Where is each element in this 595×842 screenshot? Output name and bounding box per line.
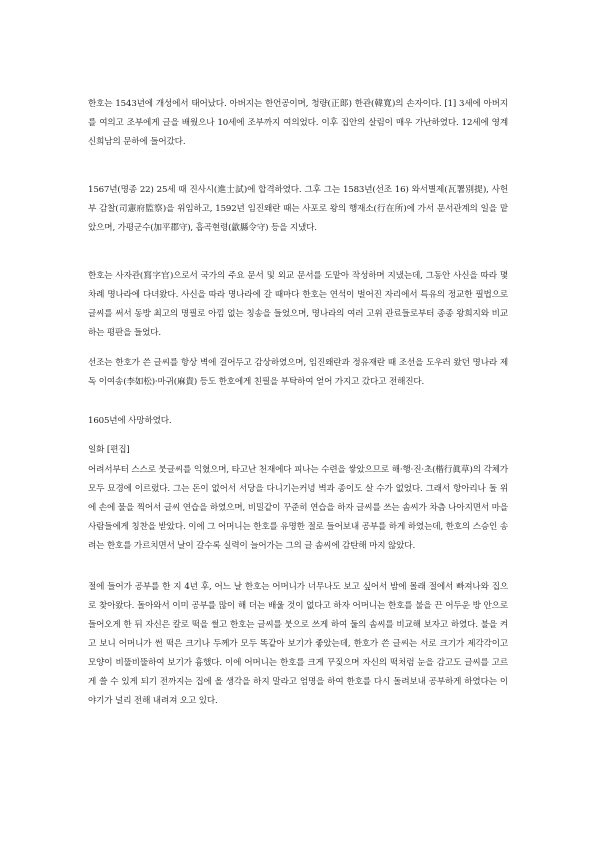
- edit-link[interactable]: [편집]: [106, 445, 130, 455]
- paragraph-career: 1567년(명종 22) 25세 때 진사시(進士試)에 합격하였다. 그후 그는 1583년(선조 16) 와서별제(瓦署別提), 사헌부 감찰(司憲府監察)을 위임하고, 1592년 임진왜란 때는 사포로 왕의 행재소(行在所)에 가서 문서관계의 일을 맡았으며, 가평군수(加平郡守), 흡곡현령(歙縣令守) 등을 지냈다.: [88, 185, 508, 233]
- paragraph-calligrapher-official: 한호는 사자관(寫字官)으로서 국가의 주요 문서 및 외교 문서를 도맡아 작성하며 지냈는데, 그동안 사신을 따라 몇 차례 명나라에 다녀왔다. 사신을 따라 명나라에 갈 때마다 한호는 연석이 벌어진 자리에서 특유의 정교한 필법으로 글씨를 써서 동방 최고의 명필로 아낌 없는 칭송을 들었으며, 명나라의 여러 고위 관료들로부터 종종 왕희지와 비교하는 평판을 들었다.: [88, 271, 508, 338]
- paragraph-birth: 한호는 1543년에 개성에서 태어났다. 아버지는 한언공이며, 청량(正郞) 한관(韓寬)의 손자이다. [1] 3세에 아버지를 여의고 조부에게 글을 배웠으나 10세에 조부까지 여의었다. 이후 집안의 살림이 매우 가난하였다. 12세에 영계 신희남의 문하에 들어갔다.: [88, 99, 508, 147]
- paragraph-anecdote-mother: 절에 들어가 공부를 한 지 4년 후, 어느 날 한호는 어머니가 너무나도 보고 싶어서 밤에 몰래 절에서 빠져나와 집으로 찾아왔다. 돌아와서 이미 공부를 많이 해 더는 배울 것이 없다고 하자 어머니는 한호를 불을 끈 어두운 방 안으로 들어오게 한 뒤 자신은 칼로 떡을 썰고 한호는 글씨를 붓으로 쓰게 하여 둘의 솜씨를 비교해 보자고 하였다. 불을 켜고 보니 어머니가 썬 떡은 크기나 두께가 모두 똑같아 보기가 좋았는데, 한호가 쓴 글씨는 서로 크기가 제각각이고 모양이 비뚤비뚤하여 보기가 흉했다. 이에 어머니는 한호를 크게 꾸짖으며 자신의 떡처럼 눈을 감고도 글씨를 고르게 쓸 수 있게 되기 전까지는 집에 올 생각을 하지 말라고 엄명을 하여 한호를 다시 돌려보내 공부하게 하였다는 이야기가 널리 전해 내려져 오고 있다.: [88, 582, 508, 706]
- section-heading-anecdotes: [88, 441, 508, 460]
- paragraph-king-seonjo: 선조는 한호가 쓴 글씨를 항상 벽에 걸어두고 감상하였으며, 임진왜란과 정유재란 때 조선을 도우러 왔던 명나라 제독 이여송(李如松)·마귀(麻貴) 등도 한호에게 친필을 부탁하여 얻어 가지고 갔다고 전해진다.: [88, 358, 508, 387]
- section-title: 일화: [88, 445, 105, 455]
- paragraph-anecdote-childhood: 어려서부터 스스로 붓글씨를 익혔으며, 타고난 천재에다 피나는 수련을 쌓았으므로 해·행·진·초(楷行眞草)의 각체가 모두 묘경에 이르렀다. 그는 돈이 없어서 서당을 다니기는커녕 벽과 종이도 살 수가 없었다. 그래서 항아리나 돌 위에 손에 물을 찍어서 글씨 연습을 하였으며, 비밀같이 꾸준히 연습을 하자 글씨를 쓰는 솜씨가 차츰 나아지면서 마을 사람들에게 칭찬을 받았다. 이에 그 어머니는 한호를 유명한 절로 들어보내 공부를 하게 하였는데, 한호의 스승인 송려는 한호를 가르치면서 날이 갈수록 실력이 늘어가는 그의 글 솜씨에 감탄해 마지 않았다.: [88, 465, 508, 551]
- paragraph-death: 1605년에 사망하였다.: [88, 416, 172, 426]
